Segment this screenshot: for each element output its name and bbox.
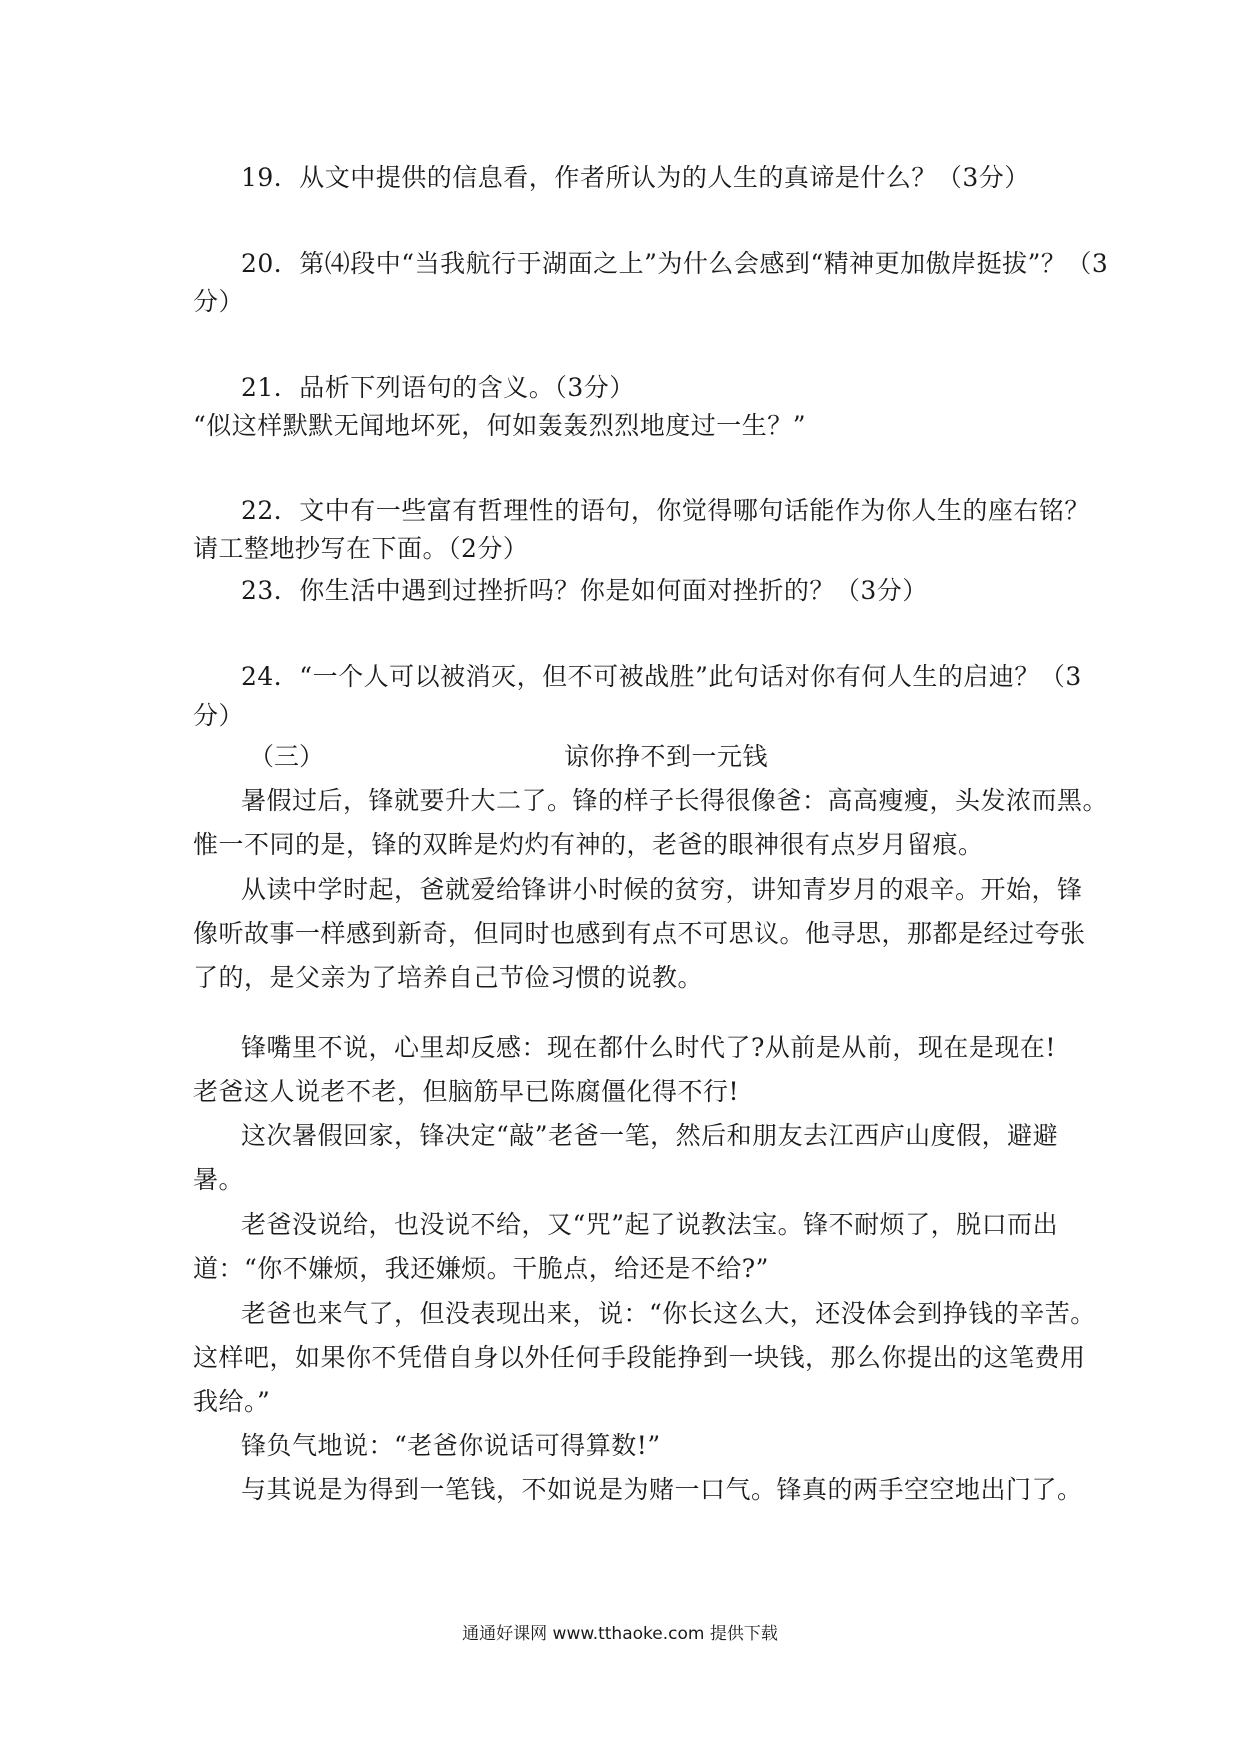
question-21-quote: “似这样默默无闻地坏死，何如轰轰烈烈地度过一生？” [193,411,807,440]
story-p4-line-2: 暑。 [193,1165,245,1194]
story-p8: 与其说是为得到一笔钱，不如说是为赌一口气。锋真的两手空空地出门了。 [241,1475,1083,1504]
question-23: 23．你生活中遇到过挫折吗？你是如何面对挫折的？（3分） [241,576,928,605]
question-20-line-2: 分） [193,287,245,316]
question-22-line-1: 22．文中有一些富有哲理性的语句，你觉得哪句话能作为你人生的座右铭？ [241,496,1090,525]
story-p3-line-2: 老爸这人说老不老，但脑筋早已陈腐僵化得不行! [193,1077,740,1106]
question-21: 21．品析下列语句的含义。（3分） [241,373,635,402]
question-22-line-2: 请工整地抄写在下面。（2分） [193,534,529,563]
story-p6-line-2: 这样吧，如果你不凭借自身以外任何手段能挣到一块钱，那么你提出的这笔费用 [193,1343,1086,1372]
page-footer: 通通好课网 www.tthaoke.com 提供下载 [462,1624,778,1644]
question-19: 19．从文中提供的信息看，作者所认为的人生的真谛是什么？（3分） [241,163,1030,192]
story-p6-line-3: 我给。” [193,1387,271,1416]
story-p2-line-2: 像听故事一样感到新奇，但同时也感到有点不可思议。他寻思，那都是经过夸张 [193,919,1086,948]
section-title: 谅你挣不到一元钱 [564,742,769,771]
story-p5-line-1: 老爸没说给，也没说不给，又“咒”起了说教法宝。锋不耐烦了，脱口而出 [241,1210,1059,1239]
story-p1-line-2: 惟一不同的是，锋的双眸是灼灼有神的，老爸的眼神很有点岁月留痕。 [193,830,984,859]
story-p2-line-1: 从读中学时起，爸就爱给锋讲小时候的贫穷，讲知青岁月的艰辛。开始，锋 [241,875,1083,904]
story-p6-line-1: 老爸也来气了，但没表现出来，说：“你长这么大，还没体会到挣钱的辛苦。 [241,1299,1096,1328]
question-24-line-2: 分） [193,701,245,730]
section-label: （三） [249,742,325,771]
story-p2-line-3: 了的，是父亲为了培养自己节俭习惯的说教。 [193,963,704,992]
story-p5-line-2: 道：“你不嫌烦，我还嫌烦。干脆点，给还是不给?” [193,1254,769,1283]
story-p1-line-1: 暑假过后，锋就要升大二了。锋的样子长得很像爸：高高瘦瘦，头发浓而黑。 [241,786,1109,815]
question-20-line-1: 20．第⑷段中“当我航行于湖面之上”为什么会感到“精神更加傲岸挺拔”？（3 [241,249,1109,278]
story-p7: 锋负气地说：“老爸你说话可得算数!” [241,1431,661,1460]
story-p4-line-1: 这次暑假回家，锋决定“敲”老爸一笔，然后和朋友去江西庐山度假，避避 [241,1121,1059,1150]
story-p3-line-1: 锋嘴里不说，心里却反感：现在都什么时代了?从前是从前，现在是现在! [241,1033,1056,1062]
question-24-line-1: 24．“一个人可以被消灭，但不可被战胜”此句话对你有何人生的启迪？（3 [241,662,1082,691]
